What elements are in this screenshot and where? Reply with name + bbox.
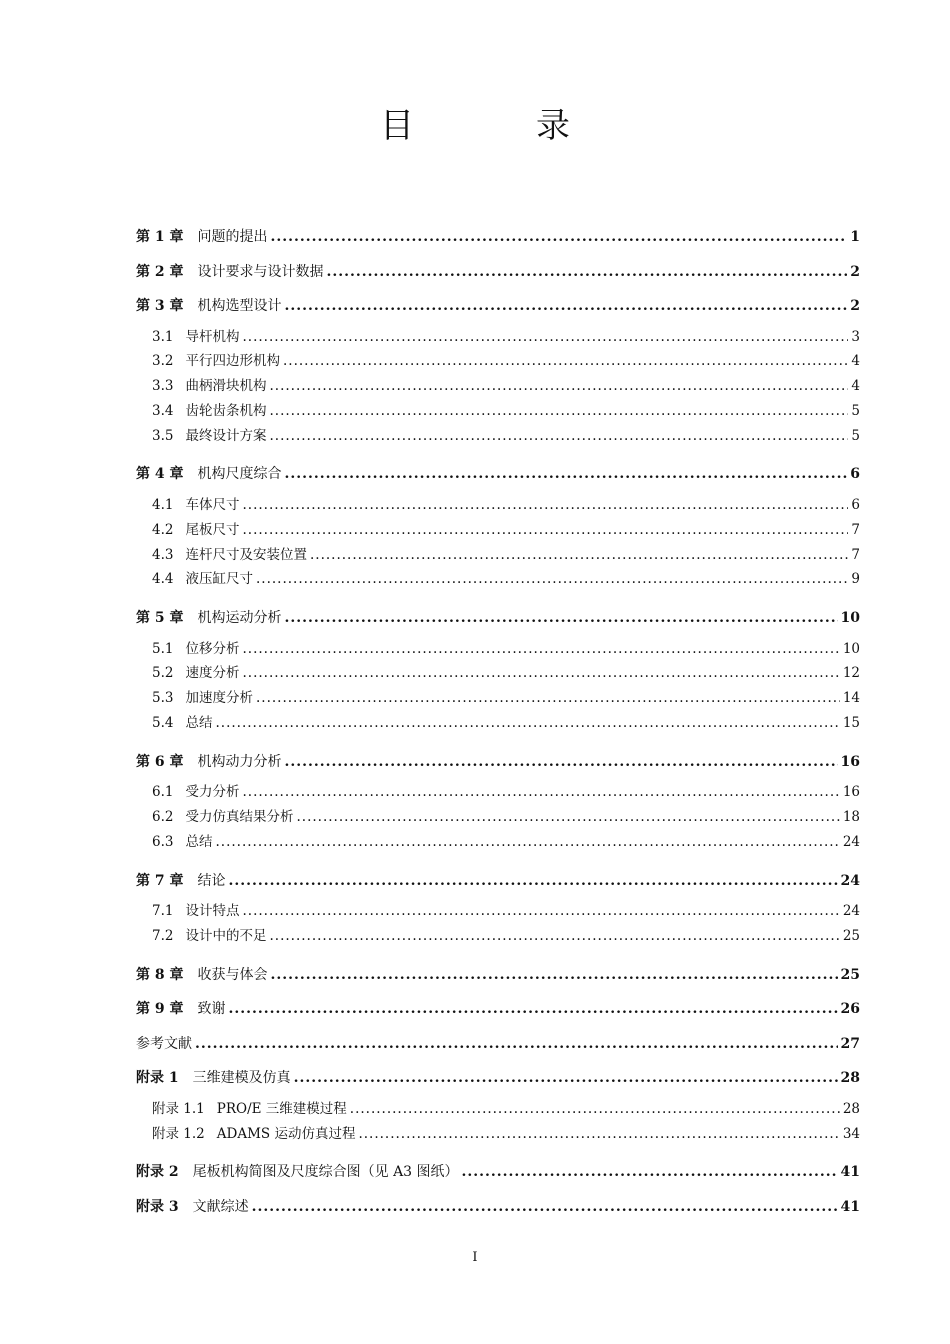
toc-gap bbox=[136, 1147, 860, 1157]
toc-entry-number: 5.2 bbox=[152, 665, 174, 682]
toc-chapter-entry[interactable] bbox=[136, 747, 860, 782]
toc-dot-leader bbox=[256, 687, 840, 709]
toc-entry-title: 机构尺度综合 bbox=[197, 466, 282, 483]
toc-dot-leader bbox=[242, 326, 848, 348]
toc-page-number: 14 bbox=[842, 690, 860, 707]
toc-page-number: 9 bbox=[851, 571, 860, 588]
toc-dot-leader bbox=[242, 519, 848, 541]
toc-dot-leader bbox=[229, 994, 838, 1024]
toc-entry-title: 车体尺寸 bbox=[185, 496, 240, 513]
toc-entry-title: 受力分析 bbox=[185, 784, 240, 801]
toc-chapter-entry[interactable] bbox=[136, 1192, 860, 1227]
toc-chapter-entry[interactable] bbox=[136, 866, 860, 901]
toc-dot-leader bbox=[269, 400, 848, 422]
toc-entry-number: 6.1 bbox=[152, 784, 174, 801]
toc-page-number: 6 bbox=[851, 496, 860, 513]
toc-page-number: 7 bbox=[851, 521, 860, 538]
toc-dot-leader bbox=[285, 459, 848, 489]
toc-section-entry[interactable] bbox=[136, 900, 860, 925]
toc-entry-title: PRO/E 三维建模过程 bbox=[216, 1100, 347, 1117]
toc-dot-leader bbox=[269, 925, 839, 947]
toc-page-number: 25 bbox=[842, 928, 860, 945]
toc-entry-number: 第 8 章 bbox=[136, 966, 184, 983]
toc-page-number: 7 bbox=[851, 546, 860, 563]
toc-entry-label bbox=[136, 257, 324, 287]
toc-entry-title: 结论 bbox=[197, 872, 226, 889]
toc-entry-number: 第 4 章 bbox=[136, 466, 184, 483]
toc-dot-leader bbox=[242, 638, 839, 660]
toc-entry-title: 尾板机构简图及尺度综合图（见 A3 图纸） bbox=[192, 1164, 459, 1181]
toc-gap bbox=[136, 449, 860, 459]
toc-chapter-entry[interactable] bbox=[136, 1157, 860, 1192]
toc-page-number: 1 bbox=[850, 229, 860, 245]
toc-page-number: 12 bbox=[842, 665, 860, 682]
toc-entry-label bbox=[136, 1063, 291, 1093]
toc-entry-label bbox=[152, 425, 266, 447]
toc-entry-title: 齿轮齿条机构 bbox=[185, 402, 267, 419]
toc-entry-title: 参考文献 bbox=[136, 1035, 192, 1052]
toc-entry-label bbox=[152, 350, 280, 372]
toc-section-entry[interactable] bbox=[136, 638, 860, 663]
toc-entry-label bbox=[152, 568, 253, 590]
toc-entry-number: 3.3 bbox=[152, 378, 174, 395]
toc-entry-number: 3.2 bbox=[152, 353, 174, 370]
toc-entry-label bbox=[152, 781, 239, 803]
toc-page-number: 16 bbox=[842, 784, 860, 801]
toc-entry-title: 速度分析 bbox=[185, 665, 240, 682]
toc-dot-leader bbox=[350, 1098, 840, 1120]
toc-section-entry[interactable] bbox=[136, 712, 860, 737]
toc-dot-leader bbox=[242, 781, 839, 803]
toc-dot-leader bbox=[242, 900, 839, 922]
toc-entry-number: 3.4 bbox=[152, 402, 174, 419]
toc-section-entry[interactable] bbox=[136, 400, 860, 425]
toc-chapter-entry[interactable] bbox=[136, 1029, 860, 1064]
table-of-contents bbox=[136, 222, 860, 1226]
toc-dot-leader bbox=[215, 831, 839, 853]
toc-dot-leader bbox=[229, 866, 838, 896]
toc-entry-label bbox=[152, 326, 239, 348]
toc-entry-number: 5.4 bbox=[152, 715, 174, 732]
toc-chapter-entry[interactable] bbox=[136, 994, 860, 1029]
toc-page-number: 18 bbox=[842, 809, 860, 826]
toc-page-number: 24 bbox=[840, 872, 860, 889]
toc-chapter-entry[interactable] bbox=[136, 459, 860, 494]
toc-page-number: 4 bbox=[851, 353, 860, 370]
toc-entry-number: 4.3 bbox=[152, 546, 174, 563]
toc-page-number: 5 bbox=[851, 402, 860, 419]
toc-gap bbox=[136, 950, 860, 960]
toc-dot-leader bbox=[195, 1029, 838, 1059]
toc-dot-leader bbox=[285, 291, 848, 321]
toc-entry-number: 附录 1 bbox=[136, 1070, 179, 1087]
toc-page-number: 6 bbox=[850, 466, 860, 483]
toc-page-number: 28 bbox=[842, 1100, 860, 1117]
toc-entry-title: 尾板尺寸 bbox=[185, 521, 240, 538]
toc-entry-title: 平行四边形机构 bbox=[185, 353, 280, 370]
toc-section-entry[interactable] bbox=[136, 687, 860, 712]
toc-section-entry[interactable] bbox=[136, 326, 860, 351]
toc-dot-leader bbox=[242, 662, 839, 684]
toc-entry-number: 6.3 bbox=[152, 833, 174, 850]
toc-page-number: 41 bbox=[840, 1198, 860, 1215]
toc-entry-label bbox=[152, 806, 293, 828]
toc-entry-label bbox=[152, 375, 266, 397]
toc-entry-number: 4.1 bbox=[152, 496, 174, 513]
toc-section-entry[interactable] bbox=[136, 350, 860, 375]
toc-entry-title: 机构动力分析 bbox=[197, 753, 282, 770]
toc-chapter-entry[interactable] bbox=[136, 960, 860, 995]
toc-entry-number: 4.2 bbox=[152, 521, 174, 538]
toc-entry-number: 5.1 bbox=[152, 640, 174, 657]
toc-entry-number: 第 5 章 bbox=[136, 610, 184, 627]
toc-entry-title: 机构选型设计 bbox=[197, 298, 282, 314]
toc-dot-leader bbox=[256, 568, 848, 590]
toc-entry-label bbox=[152, 662, 239, 684]
toc-section-entry[interactable] bbox=[136, 568, 860, 593]
toc-entry-label bbox=[136, 222, 268, 252]
toc-dot-leader bbox=[252, 1192, 838, 1222]
toc-entry-label bbox=[152, 925, 266, 947]
toc-entry-title: 收获与体会 bbox=[197, 966, 268, 983]
toc-section-entry[interactable] bbox=[136, 925, 860, 950]
toc-entry-label bbox=[136, 960, 268, 990]
toc-dot-leader bbox=[269, 425, 848, 447]
toc-entry-label bbox=[136, 459, 282, 489]
toc-entry-title: 致谢 bbox=[197, 1001, 226, 1018]
toc-chapter-entry[interactable] bbox=[136, 222, 860, 257]
toc-entry-title: 总结 bbox=[185, 715, 213, 732]
toc-entry-number: 第 6 章 bbox=[136, 753, 184, 770]
page-number-footer: I bbox=[472, 1250, 478, 1265]
toc-gap bbox=[136, 737, 860, 747]
toc-entry-number: 第 2 章 bbox=[136, 263, 184, 280]
toc-entry-title: 最终设计方案 bbox=[185, 427, 267, 444]
toc-dot-leader bbox=[462, 1157, 838, 1187]
toc-entry-title: 位移分析 bbox=[185, 640, 240, 657]
toc-chapter-entry[interactable] bbox=[136, 1063, 860, 1098]
toc-entry-number: 第 1 章 bbox=[136, 229, 184, 245]
toc-entry-number: 3.5 bbox=[152, 427, 174, 444]
toc-dot-leader bbox=[294, 1063, 838, 1093]
toc-entry-label bbox=[136, 1157, 459, 1187]
toc-section-entry[interactable] bbox=[136, 1123, 860, 1148]
toc-entry-title: 连杆尺寸及安装位置 bbox=[185, 546, 307, 563]
toc-page-number: 28 bbox=[840, 1070, 860, 1087]
toc-page-number: 27 bbox=[840, 1035, 860, 1052]
toc-entry-number: 第 7 章 bbox=[136, 872, 184, 889]
toc-section-entry[interactable] bbox=[136, 806, 860, 831]
toc-chapter-entry[interactable] bbox=[136, 291, 860, 326]
toc-page-number: 10 bbox=[840, 610, 860, 627]
toc-entry-label bbox=[136, 291, 282, 321]
toc-entry-label bbox=[136, 1029, 192, 1059]
toc-gap bbox=[136, 593, 860, 603]
toc-entry-title: 导杆机构 bbox=[185, 328, 240, 345]
toc-section-entry[interactable] bbox=[136, 781, 860, 806]
toc-entry-title: 液压缸尺寸 bbox=[185, 571, 253, 588]
toc-entry-number: 附录 1.1 bbox=[152, 1100, 205, 1117]
toc-dot-leader bbox=[271, 960, 838, 990]
toc-entry-number: 6.2 bbox=[152, 809, 174, 826]
toc-dot-leader bbox=[327, 257, 848, 287]
toc-page-number: 10 bbox=[842, 640, 860, 657]
toc-entry-label bbox=[152, 831, 212, 853]
toc-entry-number: 3.1 bbox=[152, 328, 174, 345]
toc-page-number: 26 bbox=[840, 1001, 860, 1018]
toc-entry-label bbox=[152, 544, 307, 566]
toc-entry-label bbox=[152, 900, 239, 922]
toc-entry-title: 受力仿真结果分析 bbox=[185, 809, 294, 826]
toc-section-entry[interactable] bbox=[136, 831, 860, 856]
toc-entry-number: 第 9 章 bbox=[136, 1001, 184, 1018]
toc-section-entry[interactable] bbox=[136, 425, 860, 450]
toc-entry-number: 附录 3 bbox=[136, 1198, 179, 1215]
toc-entry-title: 设计特点 bbox=[185, 903, 240, 920]
toc-page-number: 2 bbox=[850, 263, 860, 280]
toc-entry-label bbox=[136, 1192, 249, 1222]
toc-entry-title: 设计要求与设计数据 bbox=[197, 263, 324, 280]
page-title: 目 录 bbox=[380, 106, 614, 146]
toc-entry-number: 7.1 bbox=[152, 903, 174, 920]
toc-entry-number: 附录 2 bbox=[136, 1164, 179, 1181]
toc-chapter-entry[interactable] bbox=[136, 603, 860, 638]
toc-dot-leader bbox=[271, 222, 848, 252]
toc-page-number: 25 bbox=[840, 966, 860, 983]
toc-entry-label bbox=[152, 687, 253, 709]
toc-gap bbox=[136, 856, 860, 866]
toc-entry-number: 第 3 章 bbox=[136, 298, 184, 314]
toc-section-entry[interactable] bbox=[136, 519, 860, 544]
toc-entry-title: 曲柄滑块机构 bbox=[185, 378, 267, 395]
toc-entry-label bbox=[152, 712, 212, 734]
toc-entry-label bbox=[136, 603, 282, 633]
toc-dot-leader bbox=[283, 350, 848, 372]
toc-entry-number: 4.4 bbox=[152, 571, 174, 588]
toc-page-number: 41 bbox=[840, 1164, 860, 1181]
toc-dot-leader bbox=[310, 544, 848, 566]
toc-entry-number: 附录 1.2 bbox=[152, 1125, 205, 1142]
toc-entry-label bbox=[152, 1098, 347, 1120]
toc-dot-leader bbox=[215, 712, 839, 734]
toc-entry-label bbox=[152, 400, 266, 422]
toc-entry-title: 三维建模及仿真 bbox=[192, 1070, 291, 1087]
toc-entry-label bbox=[152, 494, 239, 516]
toc-entry-label bbox=[152, 1123, 355, 1145]
toc-page-number: 5 bbox=[851, 427, 860, 444]
toc-entry-title: 文献综述 bbox=[192, 1198, 249, 1215]
toc-entry-title: 加速度分析 bbox=[185, 690, 253, 707]
toc-page-number: 34 bbox=[842, 1125, 860, 1142]
toc-entry-title: 总结 bbox=[185, 833, 213, 850]
toc-entry-label bbox=[136, 994, 226, 1024]
toc-page-number: 3 bbox=[851, 328, 860, 345]
toc-dot-leader bbox=[296, 806, 839, 828]
toc-section-entry[interactable] bbox=[136, 544, 860, 569]
toc-page-number: 2 bbox=[850, 298, 860, 314]
toc-section-entry[interactable] bbox=[136, 375, 860, 400]
toc-page-number: 4 bbox=[851, 378, 860, 395]
toc-entry-label bbox=[152, 638, 239, 660]
toc-entry-title: ADAMS 运动仿真过程 bbox=[216, 1125, 356, 1142]
toc-chapter-entry[interactable] bbox=[136, 257, 860, 292]
toc-dot-leader bbox=[358, 1123, 839, 1145]
toc-page-number: 15 bbox=[842, 715, 860, 732]
toc-entry-number: 7.2 bbox=[152, 928, 174, 945]
toc-dot-leader bbox=[285, 603, 838, 633]
toc-section-entry[interactable] bbox=[136, 662, 860, 687]
toc-entry-label bbox=[136, 747, 282, 777]
toc-entry-title: 设计中的不足 bbox=[185, 928, 267, 945]
toc-page-number: 24 bbox=[842, 833, 860, 850]
toc-page-number: 24 bbox=[842, 903, 860, 920]
toc-entry-title: 机构运动分析 bbox=[197, 610, 282, 627]
toc-page-number: 16 bbox=[840, 753, 860, 770]
toc-section-entry[interactable] bbox=[136, 494, 860, 519]
toc-entry-label bbox=[152, 519, 239, 541]
toc-dot-leader bbox=[269, 375, 848, 397]
toc-dot-leader bbox=[242, 494, 848, 516]
toc-entry-label bbox=[136, 866, 226, 896]
toc-entry-title: 问题的提出 bbox=[197, 229, 268, 245]
toc-entry-number: 5.3 bbox=[152, 690, 174, 707]
toc-section-entry[interactable] bbox=[136, 1098, 860, 1123]
toc-dot-leader bbox=[285, 747, 838, 777]
